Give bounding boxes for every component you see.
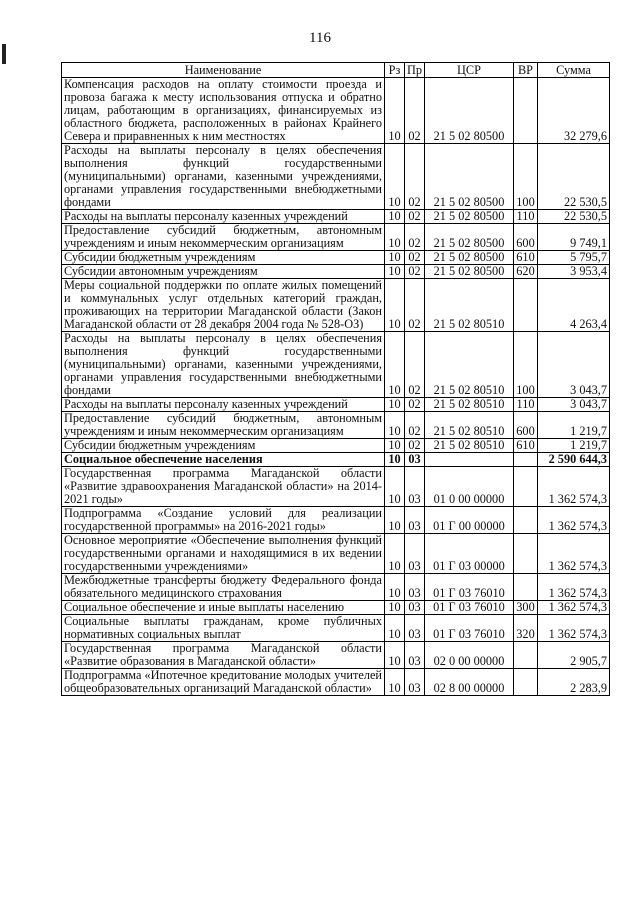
cell-rz: 10 <box>385 615 405 642</box>
cell-pr: 02 <box>405 210 425 224</box>
cell-csr: 02 8 00 00000 <box>425 669 514 696</box>
cell-rz: 10 <box>385 669 405 696</box>
cell-sum: 3 043,7 <box>538 332 610 398</box>
cell-sum: 5 795,7 <box>538 251 610 265</box>
cell-csr <box>425 453 514 467</box>
cell-name: Основное мероприятие «Обеспечение выполнения функций государственными органами и находящимися в их ведении государственными учреждениями» <box>62 534 385 574</box>
table-body <box>62 78 610 696</box>
cell-pr: 03 <box>405 669 425 696</box>
table-row <box>62 412 610 439</box>
cell-rz: 10 <box>385 332 405 398</box>
cell-vr <box>514 642 538 669</box>
cell-csr: 21 5 02 80500 <box>425 78 514 144</box>
cell-sum: 1 219,7 <box>538 412 610 439</box>
cell-pr: 02 <box>405 78 425 144</box>
margin-mark <box>2 44 6 64</box>
cell-vr <box>514 507 538 534</box>
col-header-sum: Сумма <box>538 63 610 78</box>
cell-sum: 3 043,7 <box>538 398 610 412</box>
cell-vr: 100 <box>514 332 538 398</box>
cell-name: Субсидии бюджетным учреждениям <box>62 251 385 265</box>
table-row <box>62 507 610 534</box>
cell-sum: 4 263,4 <box>538 279 610 332</box>
cell-sum: 9 749,1 <box>538 224 610 251</box>
table-row <box>62 251 610 265</box>
cell-name: Расходы на выплаты персоналу в целях обеспечения выполнения функций государственными (муниципальными) органами, казенными учреждениями, органами управления государственными внебюджетными фондами <box>62 144 385 210</box>
cell-pr: 03 <box>405 642 425 669</box>
cell-pr: 02 <box>405 332 425 398</box>
cell-csr: 21 5 02 80500 <box>425 251 514 265</box>
cell-pr: 03 <box>405 467 425 507</box>
cell-pr: 02 <box>405 251 425 265</box>
table-row <box>62 453 610 467</box>
col-header-vr: ВР <box>514 63 538 78</box>
table-row <box>62 467 610 507</box>
cell-vr <box>514 574 538 601</box>
cell-name: Государственная программа Магаданской области «Развитие образования в Магаданской области» <box>62 642 385 669</box>
cell-name: Субсидии автономным учреждениям <box>62 265 385 279</box>
cell-rz: 10 <box>385 78 405 144</box>
cell-name: Предоставление субсидий бюджетным, автономным учреждениям и иным некоммерческим организациям <box>62 224 385 251</box>
cell-sum: 1 362 574,3 <box>538 507 610 534</box>
cell-name: Подпрограмма «Ипотечное кредитование молодых учителей общеобразовательных организаций Магаданской области» <box>62 669 385 696</box>
cell-rz: 10 <box>385 279 405 332</box>
cell-vr: 110 <box>514 210 538 224</box>
table-row <box>62 78 610 144</box>
cell-vr: 600 <box>514 224 538 251</box>
cell-rz: 10 <box>385 453 405 467</box>
cell-sum: 32 279,6 <box>538 78 610 144</box>
col-header-csr: ЦСР <box>425 63 514 78</box>
cell-sum: 1 219,7 <box>538 439 610 453</box>
cell-vr: 110 <box>514 398 538 412</box>
cell-sum: 2 283,9 <box>538 669 610 696</box>
cell-vr: 610 <box>514 439 538 453</box>
cell-name: Предоставление субсидий бюджетным, автономным учреждениям и иным некоммерческим организациям <box>62 412 385 439</box>
cell-rz: 10 <box>385 467 405 507</box>
cell-rz: 10 <box>385 412 405 439</box>
cell-sum: 3 953,4 <box>538 265 610 279</box>
cell-csr: 02 0 00 00000 <box>425 642 514 669</box>
cell-pr: 02 <box>405 398 425 412</box>
cell-sum: 1 362 574,3 <box>538 574 610 601</box>
table-header-row <box>62 63 610 78</box>
table-row <box>62 574 610 601</box>
table-row <box>62 265 610 279</box>
table-row <box>62 224 610 251</box>
cell-name: Подпрограмма «Создание условий для реализации государственной программы» на 2016-2021 годы» <box>62 507 385 534</box>
table-row <box>62 279 610 332</box>
cell-vr: 320 <box>514 615 538 642</box>
cell-rz: 10 <box>385 439 405 453</box>
cell-csr: 01 Г 03 00000 <box>425 534 514 574</box>
cell-name: Государственная программа Магаданской области «Развитие здравоохранения Магаданской области» на 2014-2021 годы» <box>62 467 385 507</box>
cell-sum: 1 362 574,3 <box>538 615 610 642</box>
cell-pr: 03 <box>405 574 425 601</box>
cell-vr: 300 <box>514 601 538 615</box>
cell-rz: 10 <box>385 144 405 210</box>
cell-pr: 02 <box>405 224 425 251</box>
cell-sum: 1 362 574,3 <box>538 467 610 507</box>
cell-vr <box>514 279 538 332</box>
table-row <box>62 398 610 412</box>
cell-name: Социальные выплаты гражданам, кроме публичных нормативных социальных выплат <box>62 615 385 642</box>
cell-rz: 10 <box>385 224 405 251</box>
cell-rz: 10 <box>385 210 405 224</box>
cell-rz: 10 <box>385 507 405 534</box>
cell-name: Компенсация расходов на оплату стоимости проезда и провоза багажа к месту использования отпуска и обратно лицам, работающим в организациях, финансируемых из областного бюджета, расположенных в районах Крайнего Севера и приравненных к ним местностях <box>62 78 385 144</box>
table-row <box>62 615 610 642</box>
cell-name: Социальное обеспечение населения <box>62 453 385 467</box>
cell-vr <box>514 467 538 507</box>
cell-pr: 02 <box>405 439 425 453</box>
cell-csr: 21 5 02 80510 <box>425 279 514 332</box>
table-row <box>62 210 610 224</box>
cell-rz: 10 <box>385 642 405 669</box>
cell-csr: 01 Г 03 76010 <box>425 574 514 601</box>
cell-vr <box>514 534 538 574</box>
cell-csr: 21 5 02 80510 <box>425 439 514 453</box>
cell-sum: 2 590 644,3 <box>538 453 610 467</box>
cell-vr <box>514 78 538 144</box>
cell-vr: 100 <box>514 144 538 210</box>
cell-rz: 10 <box>385 534 405 574</box>
cell-csr: 21 5 02 80500 <box>425 210 514 224</box>
cell-sum: 22 530,5 <box>538 210 610 224</box>
table-row <box>62 601 610 615</box>
cell-name: Расходы на выплаты персоналу казенных учреждений <box>62 398 385 412</box>
cell-name: Субсидии бюджетным учреждениям <box>62 439 385 453</box>
cell-csr: 21 5 02 80500 <box>425 144 514 210</box>
table-row <box>62 642 610 669</box>
cell-sum: 1 362 574,3 <box>538 534 610 574</box>
cell-pr: 03 <box>405 615 425 642</box>
cell-pr: 03 <box>405 601 425 615</box>
cell-pr: 02 <box>405 144 425 210</box>
cell-name: Расходы на выплаты персоналу в целях обеспечения выполнения функций государственными (муниципальными) органами, казенными учреждениями, органами управления государственными внебюджетными фондами <box>62 332 385 398</box>
cell-name: Межбюджетные трансферты бюджету Федерального фонда обязательного медицинского страхования <box>62 574 385 601</box>
cell-pr: 02 <box>405 279 425 332</box>
cell-rz: 10 <box>385 601 405 615</box>
budget-table <box>61 62 610 696</box>
cell-vr <box>514 669 538 696</box>
cell-sum: 1 362 574,3 <box>538 601 610 615</box>
cell-vr: 600 <box>514 412 538 439</box>
cell-vr: 610 <box>514 251 538 265</box>
cell-csr: 01 0 00 00000 <box>425 467 514 507</box>
table-row <box>62 332 610 398</box>
cell-sum: 22 530,5 <box>538 144 610 210</box>
cell-csr: 01 Г 00 00000 <box>425 507 514 534</box>
cell-csr: 21 5 02 80510 <box>425 412 514 439</box>
cell-rz: 10 <box>385 574 405 601</box>
cell-pr: 03 <box>405 534 425 574</box>
cell-rz: 10 <box>385 251 405 265</box>
cell-csr: 01 Г 03 76010 <box>425 601 514 615</box>
table-row <box>62 669 610 696</box>
cell-csr: 21 5 02 80510 <box>425 398 514 412</box>
col-header-rz: Рз <box>385 63 405 78</box>
table-row <box>62 534 610 574</box>
cell-vr: 620 <box>514 265 538 279</box>
page-number: 116 <box>309 30 331 46</box>
cell-name: Расходы на выплаты персоналу казенных учреждений <box>62 210 385 224</box>
cell-name: Меры социальной поддержки по оплате жилых помещений и коммунальных услуг отдельных категорий граждан, проживающих на территории Магаданской области (Закон Магаданской области от 28 декабря 2004 года № 528-ОЗ) <box>62 279 385 332</box>
table-row <box>62 144 610 210</box>
cell-sum: 2 905,7 <box>538 642 610 669</box>
cell-pr: 03 <box>405 507 425 534</box>
cell-pr: 02 <box>405 412 425 439</box>
cell-csr: 21 5 02 80500 <box>425 224 514 251</box>
cell-rz: 10 <box>385 398 405 412</box>
table-row <box>62 439 610 453</box>
col-header-name: Наименование <box>62 63 385 78</box>
cell-pr: 03 <box>405 453 425 467</box>
cell-name: Социальное обеспечение и иные выплаты населению <box>62 601 385 615</box>
col-header-pr: Пр <box>405 63 425 78</box>
cell-csr: 21 5 02 80510 <box>425 332 514 398</box>
cell-csr: 01 Г 03 76010 <box>425 615 514 642</box>
cell-pr: 02 <box>405 265 425 279</box>
cell-csr: 21 5 02 80500 <box>425 265 514 279</box>
cell-vr <box>514 453 538 467</box>
cell-rz: 10 <box>385 265 405 279</box>
